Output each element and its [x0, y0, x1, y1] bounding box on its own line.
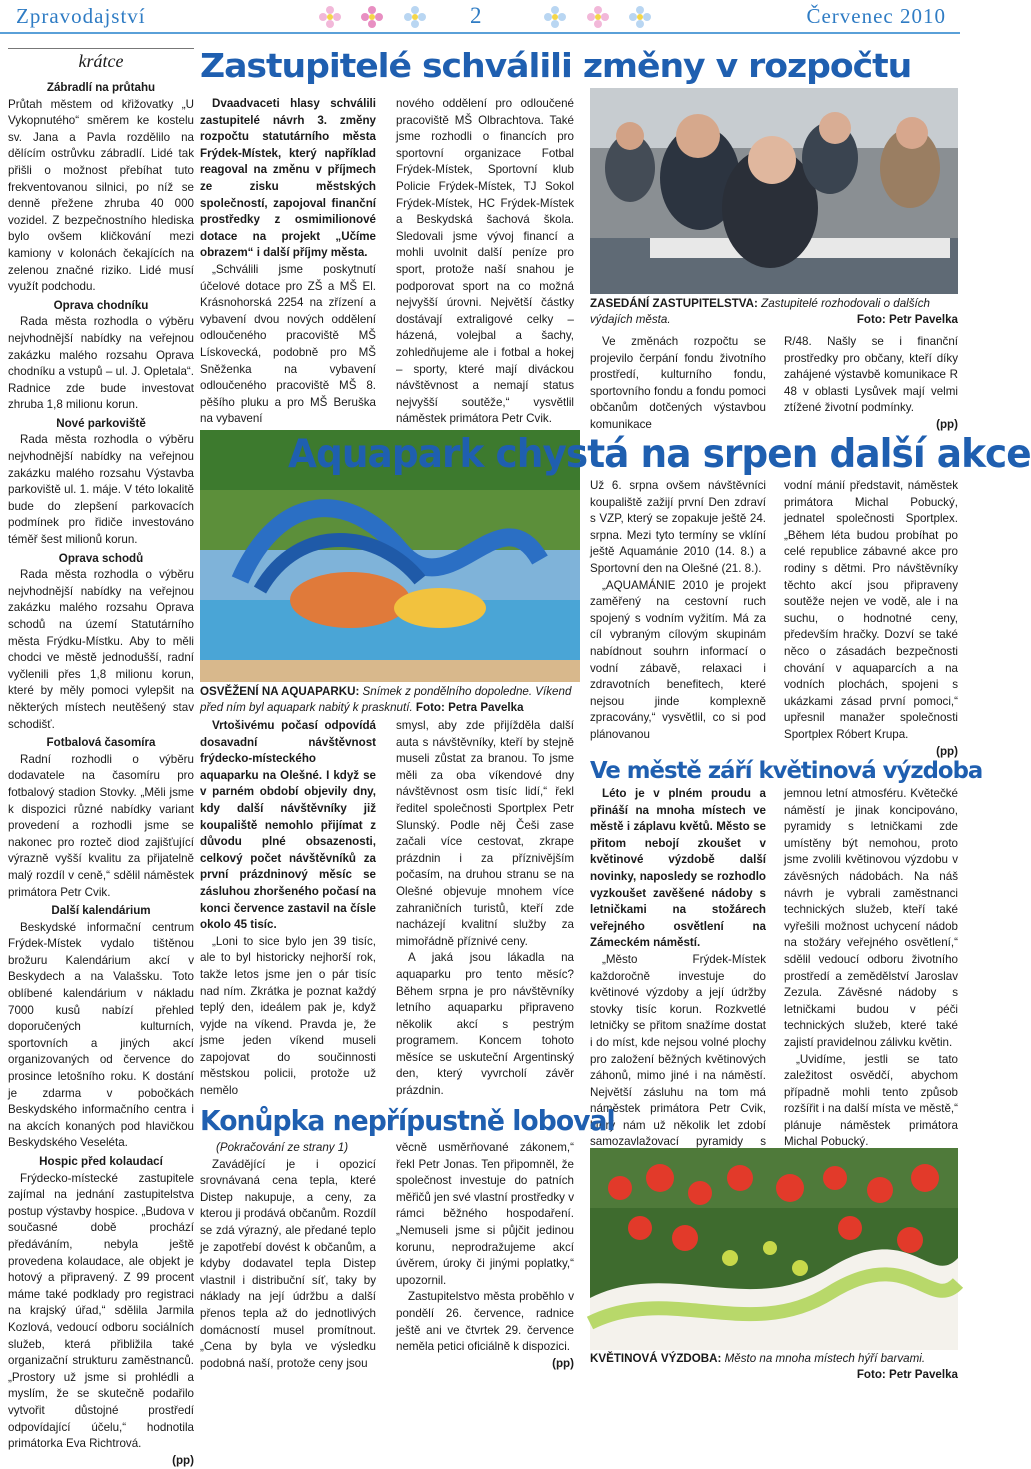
flower-icon	[403, 5, 427, 29]
article-text: Už 6. srpna ovšem návštěvníci koupaliště zažijí první Den zdraví s VZP, který se zopakuje ještě 24. srpna. Mezi tyto termíny se vklíní ještě Aquamánie 2010 (14. 8.) a Sportovní den na Olešné (21. 8.).	[590, 479, 766, 575]
flower-icon	[543, 5, 567, 29]
news-body: Rada města rozhodla o výběru nejvhodnější nabídky na veřejnou zakázku malého rozsahu Oprava chodníku a vstupů – ul. J. Opletala“. Radnice zde bude investovat zhruba 1,8 milionu korun.	[8, 315, 194, 412]
author-tag: (pp)	[936, 417, 958, 431]
news-body: Průtah městem od křižovatky „U Vykopnutého“ směrem ke kostelu sv. Jana a Pavla rozdělilo na dělícím ostrůvku zábradlí. Lidé tak přišli o možnost přebíhat tuto frekventovanou silnici, po níž se denně přežene zhruba 40 000 vozidel. Z bezpečnostního hlediska bylo ovšem kličkování mezi kamiony v kolonách čekajících na zelenou značné riziko. Lidé musí využít podchodu.	[8, 97, 194, 294]
article-column	[396, 718, 574, 1098]
article-lead: Dvaadvaceti hlasy schválili zastupitelé návrh 3. změny rozpočtu statutárního města Frýdek-Místek, který například reagoval na změnu v příjmech ze zisku městských společností, zapojoval finanční prostředky z osmimilionové dotace na projekt „Učíme obrazem“ i další příjmy města.	[200, 97, 376, 260]
flower-icon	[586, 5, 610, 29]
article-text: jemnou letní atmosféru. Květečké náměstí je jinak koncipováno, pyramidy s letničkami zde umístěny být nemohou, proto jsme zvolili květinovou výzdobu v závěsných nádobách. Na náš návrh je vybrali zaměstnanci technických služeb, kteří také vyřešili možnost uchycení nádob na stožáry veřejného osvětlení,“ sdělil vedoucí odboru životního prostředí a zemědělství Jaroslav Zezula. Závěsné nádoby s letničkami budou v péči technických služeb, které také zajistí pravidelnou zálivku květin.	[784, 787, 958, 1049]
photo-caption	[590, 1351, 958, 1382]
article-column	[784, 786, 958, 1149]
article-column	[590, 478, 766, 754]
caption-label: ZASEDÁNÍ ZASTUPITELSTVA:	[590, 297, 758, 310]
article-column	[200, 1140, 376, 1380]
caption-text: Město na mnoha místech hýří barvami.	[724, 1352, 926, 1365]
article-column	[396, 96, 574, 426]
news-body: Beskydské informační centrum Frýdek-Místek vydalo tištěnou brožuru Kalendárium akcí v Beskydech a na Valašsku. Toto oblíbené kalendárium v nákladu 7000 kusů nabízí přehled doporučených kulturních, sportovních a jiných akcí organizovaných od července do prosince letošního roku. K dostání je zdarma v pobočkách Beskydského informačního centra i na akcích konaných pod hlavičkou Beskydského Veseléta.	[8, 920, 194, 1150]
news-body: Rada města rozhodla o výběru nejvhodnější nabídky na veřejnou zakázku malého rozsahu Oprava schodů na území Statutárního města Frýdku-Místku. Aby to měli chodci ve městě jednodušší, radní vyčlenili přes 1,8 milionu korun, které by měly pomoci vylepšit na některých místech neutěšený stav schodišť.	[8, 568, 194, 731]
news-heading: Oprava chodníku	[53, 298, 149, 312]
news-body: Rada města rozhodla o výběru nejvhodnější nabídky na veřejnou zakázku malého rozsahu Výstavba parkoviště ul. 1. máje. V této lokalitě bude do zlepšení parkovacích podmínek pro řidiče investováno téměř šest milionů korun.	[8, 433, 194, 547]
article-column	[396, 1140, 574, 1380]
news-heading: Zábradlí na průtahu	[46, 81, 156, 94]
news-body: Frýdecko-místecké zastupitele zajímal na jednání zastupitelstva postup výstavby hospice. „Budova v současné době prochází předáváním, nebyla ještě provedena kolaudace, ale objekt je hotový a připravený. Z 99 procent máme také podklady pro registraci na krajský úřad,“ sdělila Jarmila Kozlová, vedoucí odboru sociálních služeb, která přibližila také organizační strukturu zaměstnanců. „Prostory už jsme si prohlédli a myslím, že se skutečně podařilo vytvořit důstojné prostředí odpovídající účelu,“ hodnotila primátorka Eva Richtrová.	[8, 1171, 194, 1451]
article-text: „Schválili jsme poskytnutí účelové dotace pro ZŠ a MŠ El. Krásnohorská 2254 na zřízení a vybavení dvou nových oddělení odloučeného pracoviště MŠ Lískovecká, podobně pro MŠ Sněženka na vybavení odloučeného pracoviště MŠ 8. pěšího pluku a pro MŠ Beruška na vybavení	[200, 262, 376, 426]
article-text: Ve změnách rozpočtu se projevilo čerpání fondu životního prostředí, kulturního fondu, sportovního fondu a fondu pomoci občanům dotčených výstavbou komunikace	[590, 335, 766, 431]
author-tag: (pp)	[552, 1356, 574, 1370]
article-column	[784, 334, 958, 431]
article-column	[590, 334, 766, 431]
caption-label: OSVĚŽENÍ NA AQUAPARKU:	[200, 685, 360, 698]
flowers-photo	[590, 1148, 958, 1350]
council-photo	[590, 88, 958, 294]
article-text: věcně usměrňované zákonem,“ řekl Petr Jonas. Ten připomněl, že společnost investuje do patních měřičů jen své vlastní prostředky v rámci běžného hospodaření. „Nemuseli jsme si půjčit jedinou korunu, neprodražujeme akcí úvěrem, úroky či jinými poplatky,“ upozornil.	[396, 1141, 574, 1287]
article-text: nového oddělení pro odloučené pracoviště MŠ Olbrachtova. Také jsme rozhodli o financích pro sportovní organizace Fotbal Frýdek-Místek, Sportovní klub Policie Frýdek-Místek, TJ Sokol Frýdek-Místek, HC Frýdek-Místek a Beskydská šachová škola. Sledovali jsme vývoj financí a mohli uvolnit další peníze pro sport, protože naší snahou je podporovat sport na co možná nejvyšší úrovni. Největší částky dostávají extraligové celky – házená, volejbal a šachy, zohledňujeme ale i fotbal a hokej – sporty, které mají diváckou návštěvnost a nemají status nejvyšší soutěže,“ vysvětlil náměstek primátora Petr Cvik.	[396, 97, 574, 426]
caption-credit: Foto: Petr Pavelka	[856, 1367, 958, 1381]
article-column	[784, 478, 958, 758]
news-heading: Oprava schodů	[58, 551, 144, 565]
article-column	[200, 96, 376, 426]
page-number: 2	[470, 3, 482, 28]
news-heading: Fotbalová časomíra	[46, 736, 156, 750]
article-text: „AQUAMÁNIE 2010 je projekt zaměřený na cestovní ruch spojený s vodním vyžitím. Má za cíl vybraným cílovým skupinám nabídnout souhrn informací o vodní zábavě, relaxaci i zdravotních benefitech, které nejsou jinde komplexně zpracovány,“ vysvětlil, co si pod plánovanou	[590, 578, 766, 741]
author-tag: (pp)	[172, 1453, 194, 1467]
flower-icon	[318, 5, 342, 29]
article-text: smysl, aby zde přijížděla další auta s návštěvníky, kteří by stejně museli zůstat za branou. To jsme měli za oba víkendové dny návštěvnost osm tisíc lidí,“ řekl ředitel společnosti Sportplex Petr Slunský. Podle něj Češi zase začali více cestovat, zkrape prázdnin i za příznivějším počasím, na druhou stranu se na Olešné objevuje mnohem více zahraničních turistů, kteří zde nacházejí kvalitní služby za mimořádně příznivé ceny.	[396, 719, 574, 948]
article-text: „Uvidíme, jestli se tato zaležitost osvědčí, abychom případně mohli tento způsob rozšířit i na další místa ve městě,“ plánuje náměstek primátora Michal Pobucký.	[784, 1052, 958, 1149]
article-column	[200, 718, 376, 1098]
sidebar-title: krátce	[78, 51, 124, 71]
caption-credit: Foto: Petra Pavelka	[415, 700, 524, 714]
article-headline: Ve městě září květinová výzdoba	[590, 758, 983, 784]
news-heading: Další kalendárium	[51, 904, 151, 918]
issue-date: Červenec 2010	[806, 4, 946, 28]
article-column	[590, 786, 766, 1149]
article-lead: Léto je v plném proudu a přináší na mnoha místech ve městě i záplavu květů. Město se přitom nebojí zkoušet v květinové výzdobě další novinky, naposledy se rozhodlo vyzkoušet zavěšené nádoby s letničkami na stožárech veřejného osvětlení na Zámeckém náměstí.	[590, 787, 766, 950]
caption-label: KVĚTINOVÁ VÝZDOBA:	[590, 1352, 722, 1365]
author-tag: (pp)	[936, 744, 958, 758]
flower-icon	[628, 5, 652, 29]
article-headline: Konůpka nepřípustně loboval	[200, 1104, 615, 1137]
article-text: R/48. Našly se i finanční prostředky pro občany, kteří díky zahájené výstavbě komunikace R 48 v oblasti Lysůvek mají velmi ztížené životní podmínky.	[784, 335, 958, 415]
caption-credit: Foto: Petr Pavelka	[856, 312, 958, 326]
page-header	[0, 0, 960, 34]
article-headline: Aquapark chystá na srpen další akce	[288, 432, 1031, 477]
article-text: A jaká jsou lákadla na aquaparku pro tento měsíc? Během srpna je pro návštěvníky letního aquaparku připraveno několik akcí s pestrým programem. Koncem tohoto měsíce se uskuteční Argentinský den, který vyvrcholí závěr prázdnin.	[396, 951, 574, 1098]
article-text: „Loni to sice bylo jen 39 tisíc, ale to byl historicky nejhorší rok, takže letos jsme jen o pár tisíc nad ním. Zkrátka je poznat každý teplý den, ideálem pak je, když vyjde na víkend. Pravda je, že jsme jeden víkend museli zapojovat do součinnosti městskou policii, protože už nemělo	[200, 934, 376, 1098]
article-text: Zastupitelstvo města proběhlo v pondělí 26. července, radnice ještě ani ve čtvrtek 29. července neměla petici oficiálně k dispozici.	[396, 1290, 574, 1354]
flower-icon	[360, 5, 384, 29]
news-heading: Hospic před kolaudací	[39, 1155, 163, 1168]
sidebar-news	[8, 78, 194, 1467]
article-headline: Zastupitelé schválili změny v rozpočtu	[200, 46, 912, 85]
continuation-note: (Pokračování ze strany 1)	[216, 1141, 349, 1154]
article-lead: Vrtošivému počasí odpovídá dosavadní návštěvnost frýdecko-místeckého aquaparku na Olešné. I když se v parném období objevily dny, kdy další návštěvníky již koupaliště nemohlo přijímat z důvodu plné obsazenosti, celkový počet návštěvníků za první prázdninový měsíc se zásluhou zhoršeného počasí na konci července zastavil na čísle okolo 45 tisíc.	[200, 719, 376, 932]
caption-text: Zastupitelé rozhodovali o dalších výdajích města.	[590, 297, 930, 326]
article-text: „Město Frýdek-Místek každoročně investuje do květinové výzdoby a její údržby stovky tisíc korun. Rozkvetlé letničky se přitom snažíme dostat i do míst, kde nejsou volné plochy pro založení běžných květinových záhonů, mimo jiné i na náměstí. Největší zásluhu na tom má náměstek primátora Petr Cvik, který nám už několik let zdobí samozavlažovací pyramidy s	[590, 952, 766, 1149]
section-title: Zpravodajství	[16, 4, 146, 28]
sidebar-title-box	[8, 48, 194, 72]
news-heading: Nové parkoviště	[56, 416, 146, 430]
photo-caption	[200, 684, 578, 715]
article-text: Zavádějící je i opozicí srovnávaná cena tepla, které Distep nakupuje, a ceny, za kterou ji prodává občanům. Rozdíl se zdá výrazný, ale předané teplo je zapotřebí dovést k občanům, a kdyby dodavatel tepla Distep vlastnil i distribuční síť, taky by náklady na její údržbu a další přenos tepla až do jednotlivých domácností musel promítnout. „Cena by byla ve výsledku podobná naší, protože ceny jsou	[200, 1157, 376, 1370]
photo-caption	[590, 296, 958, 327]
article-text: vodní mánií představit, náměstek primátora Michal Pobucký, jednatel společnosti Sportplex. „Během léta budou probíhat po celé republice zábavné akce pro rodiny s dětmi. Pro návštěvníky těchto akcí jsou připraveny soutěže nejen ve vodě, ale i na suchu, o hodnotné ceny, především hračky. Dozví se také něco o zásadách bezpečnosti chování v aquaparcích a na vodních plochách, spojeni s ukázkami zásad první pomoci,“ upřesnil manažer společnosti Sportplex Róbert Krupa.	[784, 479, 958, 741]
caption-text: Snímek z pondělního dopoledne. Víkend před ním byl aquapark nabitý k prasknutí.	[200, 685, 572, 714]
news-body: Radní rozhodli o výběru dodavatele na časomíru pro fotbalový stadion Stovky. „Měli jsme k dispozici různé nabídky variant provedení a rozhodli jsme se nakonec pro rozteč diod zajišťující výrazně vyšší kvalitu za přijatelně malý rozdíl v ceně,“ sdělil náměstek primátora Petr Cvik.	[8, 752, 194, 899]
